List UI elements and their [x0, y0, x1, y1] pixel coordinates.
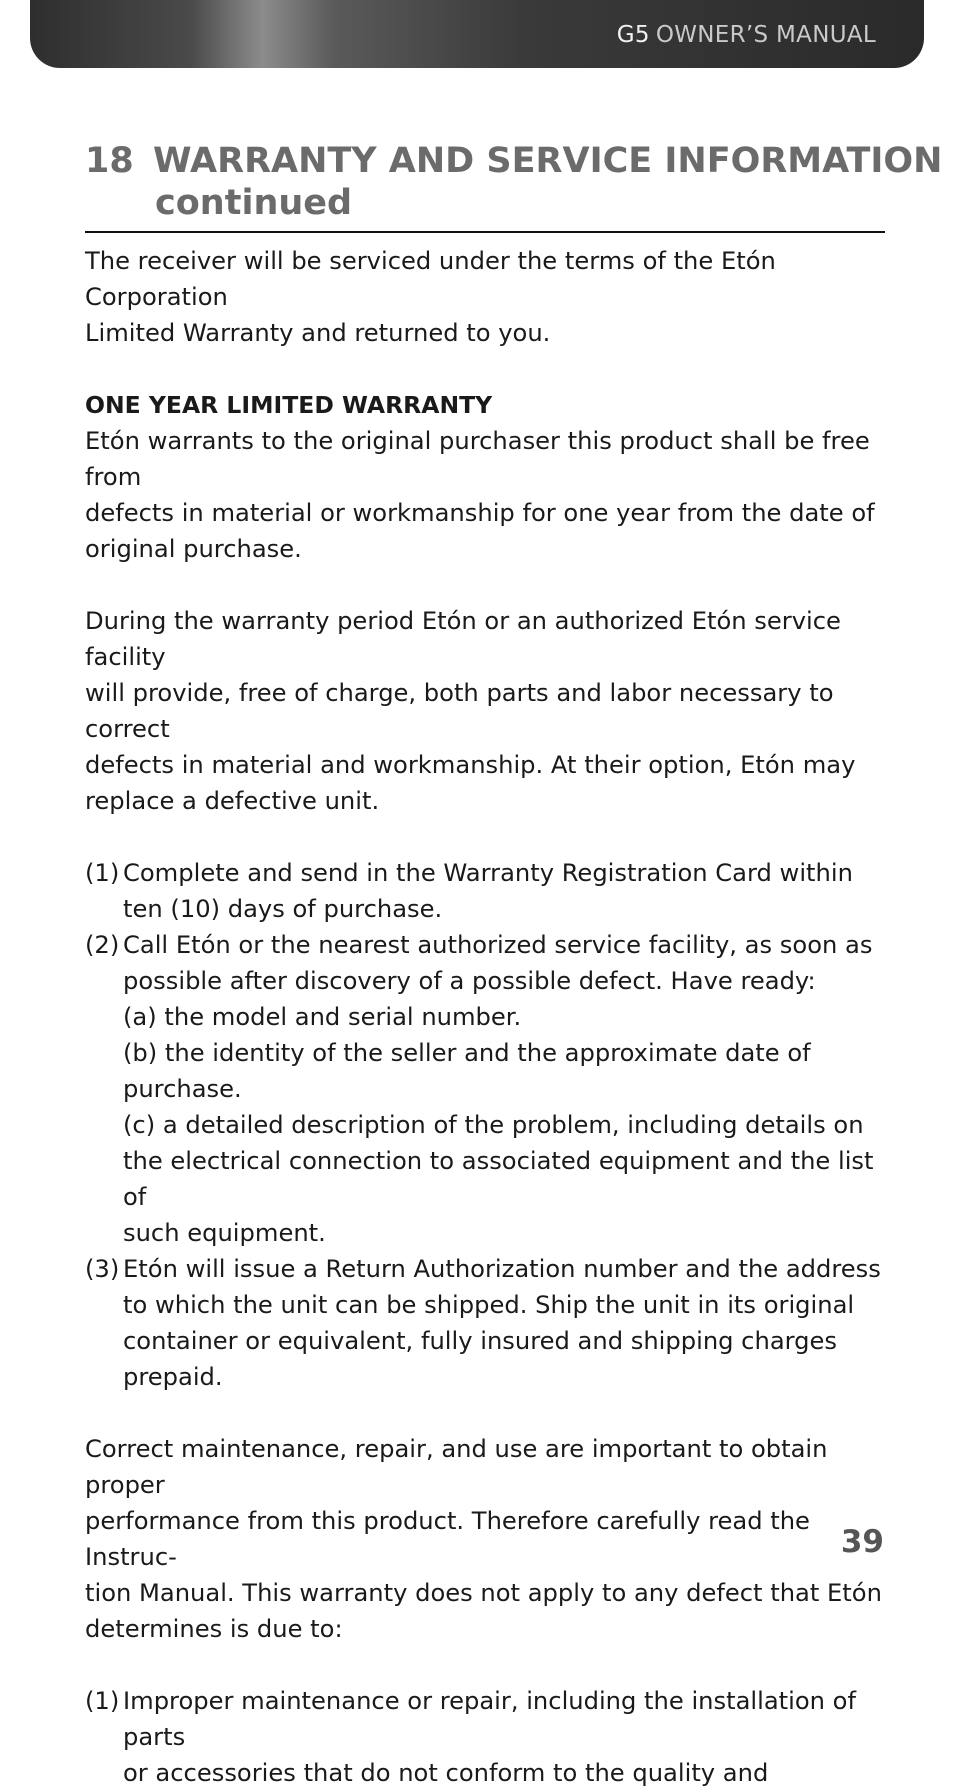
- text-line: tion Manual. This warranty does not apply to any defect that Etón: [85, 1579, 882, 1607]
- list-marker: (2): [85, 931, 120, 959]
- list-item: [85, 1251, 895, 1395]
- text-line: Improper maintenance or repair, including the installation of parts: [123, 1687, 856, 1751]
- section-continued: continued: [155, 183, 353, 223]
- intro-paragraph: [85, 243, 895, 351]
- text-line: (a) the model and serial number.: [123, 1003, 522, 1031]
- list-marker: (3): [85, 1255, 120, 1283]
- text-line: The receiver will be serviced under the terms of the Etón Corporation: [85, 247, 776, 311]
- section-number: 18: [85, 141, 134, 181]
- text-line: replace a defective unit.: [85, 787, 380, 815]
- text-line: to which the unit can be shipped. Ship the unit in its original: [123, 1291, 855, 1319]
- text-line: Etón warrants to the original purchaser this product shall be free from: [85, 427, 870, 491]
- section-title: [85, 140, 942, 224]
- text-line: possible after discovery of a possible defect. Have ready:: [123, 967, 816, 995]
- list-item: [85, 855, 895, 927]
- text-line: defects in material or workmanship for one year from the date of: [85, 499, 875, 527]
- list-marker: (1): [85, 859, 120, 887]
- list-item: [85, 1683, 895, 1791]
- text-line: During the warranty period Etón or an authorized Etón service facility: [85, 607, 841, 671]
- text-line: Etón will issue a Return Authorization number and the address: [123, 1255, 881, 1283]
- warranty-paragraph: [85, 423, 895, 567]
- text-line: (c) a detailed description of the problem, including details on: [123, 1111, 864, 1139]
- text-line: such equipment.: [123, 1219, 326, 1247]
- page-number: 39: [840, 1524, 884, 1560]
- title-divider: [85, 231, 885, 233]
- text-line: Complete and send in the Warranty Registration Card within: [123, 859, 853, 887]
- text-line: will provide, free of charge, both parts and labor necessary to correct: [85, 679, 834, 743]
- text-line: defects in material and workmanship. At their option, Etón may: [85, 751, 856, 779]
- text-line: Correct maintenance, repair, and use are important to obtain proper: [85, 1435, 828, 1499]
- text-line: determines is due to:: [85, 1615, 343, 1643]
- header-bar: [30, 0, 924, 68]
- text-line: performance from this product. Therefore carefully read the Instruc-: [85, 1507, 810, 1571]
- text-line: or accessories that do not conform to the quality and: [123, 1759, 769, 1787]
- maintenance-paragraph: [85, 1431, 895, 1647]
- body-content: [85, 243, 895, 1791]
- section-title-text: WARRANTY AND SERVICE INFORMATION: [153, 141, 943, 181]
- text-line: (b) the identity of the seller and the approximate date of purchase.: [123, 1039, 811, 1103]
- text-line: container or equivalent, fully insured and shipping charges prepaid.: [123, 1327, 837, 1391]
- list-item: [85, 927, 895, 1251]
- text-line: Limited Warranty and returned to you.: [85, 319, 551, 347]
- text-line: ten (10) days of purchase.: [123, 895, 443, 923]
- header-label: OWNER’S MANUAL: [655, 22, 876, 48]
- text-line: the electrical connection to associated equipment and the list of: [123, 1147, 874, 1211]
- service-paragraph: [85, 603, 895, 819]
- running-header: [617, 22, 876, 48]
- text-line: Call Etón or the nearest authorized service facility, as soon as: [123, 931, 873, 959]
- list-marker: (1): [85, 1687, 120, 1715]
- header-model: G5: [616, 22, 650, 48]
- warranty-heading: ONE YEAR LIMITED WARRANTY: [85, 391, 493, 419]
- text-line: original purchase.: [85, 535, 302, 563]
